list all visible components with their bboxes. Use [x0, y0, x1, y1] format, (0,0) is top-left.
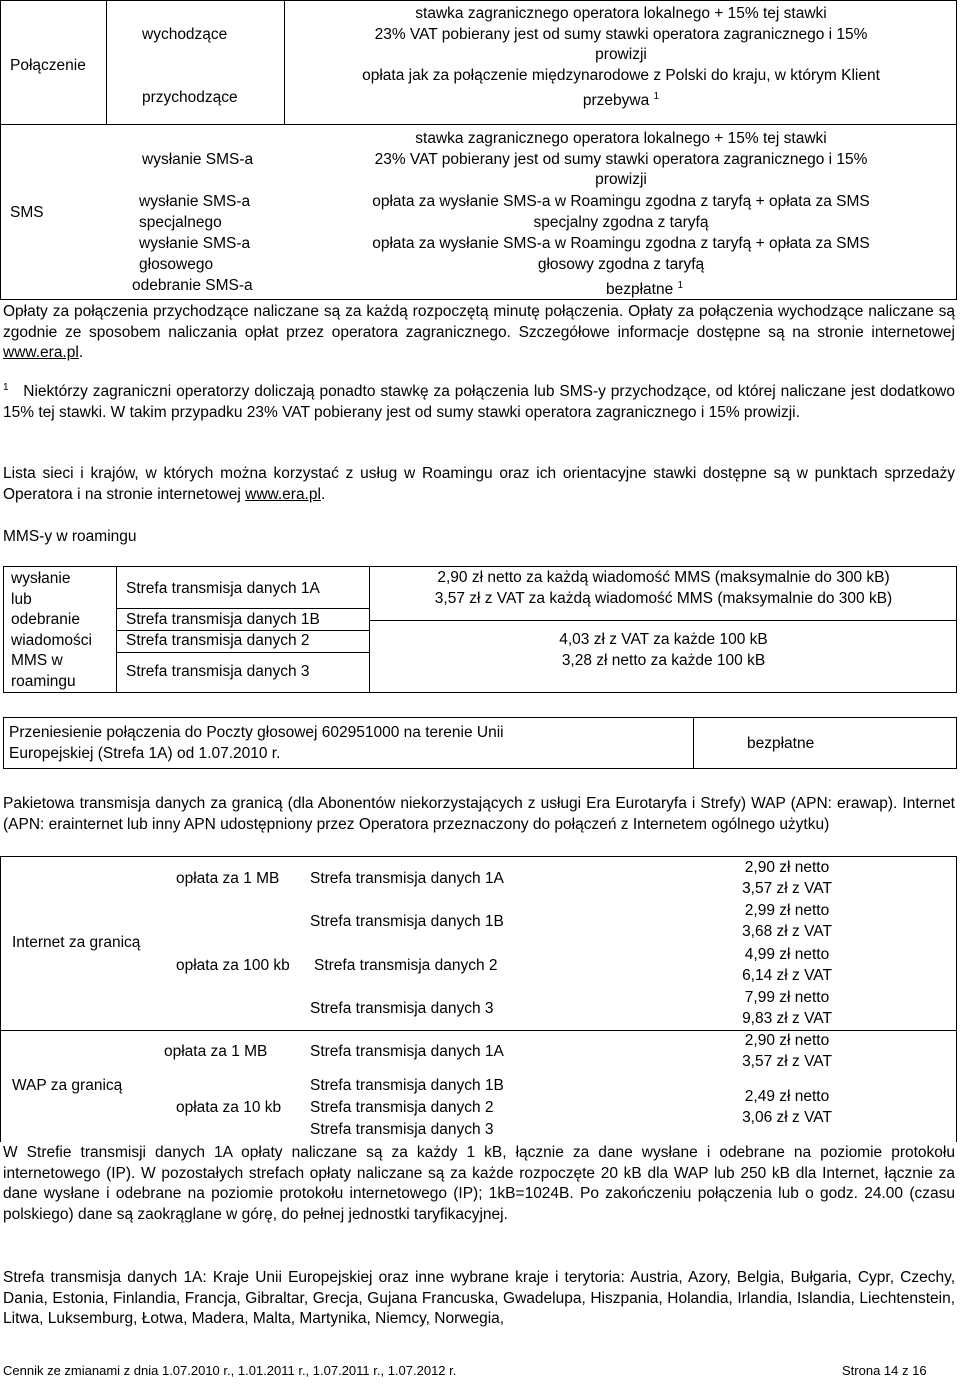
mms-zone-1a: Strefa transmisja danych 1A [126, 580, 320, 597]
desc-sms-special: opłata za wysłanie SMS-a w Roamingu zgodna z taryfą + opłata za SMS specjalny zgodna z taryfą [372, 193, 870, 231]
wap-price-1a: 2,90 zł netto 3,57 zł z VAT [742, 1032, 832, 1070]
wap-zone-1a: Strefa transmisja danych 1A [310, 1043, 504, 1060]
mms-zone-1b: Strefa transmisja danych 1B [126, 611, 320, 628]
wap-unit-10kb: opłata za 10 kb [176, 1099, 282, 1116]
desc-sms-send: stawka zagranicznego operatora lokalnego + 15% tej stawki 23% VAT pobierany jest od sumy stawki operatora zagranicznego i 15% prowizji [374, 130, 868, 188]
type-sms-voice: wysłanie SMS-a głosowego [139, 235, 251, 273]
mms-label: wysłanie lub odebranie wiadomości MMS w roamingu [11, 570, 92, 690]
voicemail-table [3, 717, 957, 769]
group-label-sms: SMS [10, 204, 44, 221]
internet-unit-100kb: opłata za 100 kb [176, 957, 290, 974]
internet-price-1a: 2,90 zł netto 3,57 zł z VAT [742, 859, 832, 897]
era-link[interactable]: www.era.pl [3, 344, 79, 361]
group-label-connection: Połączenie [10, 57, 86, 74]
paragraph-call-charges: Opłaty za połączenia przychodzące naliczane są za każdą rozpoczętą minutę połączenia. Opłaty za połączenia wychodzące naliczane są zgodnie ze sposobem naliczania opłat przez operatora zagranicznego. Szczegółowe informacje dostępne są na stronie internetowej www.era.pl. [3, 303, 955, 361]
internet-price-2: 4,99 zł netto 6,14 zł z VAT [742, 946, 832, 984]
wap-zones-other: Strefa transmisja danych 1B Strefa transmisja danych 2 Strefa transmisja danych 3 [310, 1077, 504, 1138]
mms-zone-3: Strefa transmisja danych 3 [126, 663, 310, 680]
internet-zone-1a: Strefa transmisja danych 1A [310, 870, 504, 887]
package-data-heading: Pakietowa transmisja danych za granicą (dla Abonentów niekorzystających z usługi Era Eurotaryfa i Strefy) WAP (APN: erawap). Internet (APN: erainternet lub inny APN udostępniony przez Operatora przeznaczony do połączeń z Internetem ogólnego użytku) [3, 795, 955, 833]
mms-price-other: 4,03 zł z VAT za każde 100 kB 3,28 zł netto za każde 100 kB [559, 631, 768, 669]
mms-table [0, 566, 957, 693]
type-incoming: przychodzące [142, 89, 238, 106]
wap-unit-1mb: opłata za 1 MB [164, 1043, 268, 1060]
internet-zone-3: Strefa transmisja danych 3 [310, 1000, 494, 1017]
mms-heading: MMS-y w roamingu [3, 528, 137, 545]
paragraph-zone-1a-countries: Strefa transmisja danych 1A: Kraje Unii Europejskiej oraz inne wybrane kraje i terytoria: Austria, Azory, Belgia, Bułgaria, Cypr, Czechy, Dania, Estonia, Finlandia, Francja, Gibraltar, Grecja, Gujana Francuska, Gwadelupa, Hiszpania, Holandia, Irlandia, Islandia, Liechtenstein, Litwa, Luksemburg, Łotwa, Madera, Malta, Martynika, Niemcy, Norwegia, [3, 1269, 955, 1328]
internet-abroad-label: Internet za granicą [12, 934, 141, 951]
type-outgoing: wychodzące [142, 26, 228, 43]
internet-zone-1b: Strefa transmisja danych 1B [310, 913, 504, 930]
paragraph-footnote-1: $^1$ Niektórzy zagraniczni operatorzy doliczają ponadto stawkę za połączenia lub SMS-y przychodzące, od której naliczane jest dodatkowo 15% tej stawki. W takim przypadku 23% VAT pobierany jest od sumy stawki operatora zagranicznego i 15% prowizji. [3, 382, 955, 421]
mms-zone-2: Strefa transmisja danych 2 [126, 632, 310, 649]
roaming-rates-table [0, 0, 957, 300]
wap-price-other: 2,49 zł netto 3,06 zł z VAT [742, 1088, 832, 1126]
desc-incoming: opłata jak za połączenie międzynarodowe z Polski do kraju, w którym Klient przebywa $^1$ [362, 67, 880, 109]
mms-price-1a: 2,90 zł netto za każdą wiadomość MMS (maksymalnie do 300 kB) 3,57 zł z VAT za każdą wiadomość MMS (maksymalnie do 300 kB) [434, 569, 893, 607]
footer-page-number: Strona 14 z 16 [842, 1363, 927, 1378]
internet-zone-2: Strefa transmisja danych 2 [314, 957, 498, 974]
desc-sms-receive: bezpłatne $^1$ [606, 280, 684, 299]
era-link-2[interactable]: www.era.pl [245, 485, 321, 503]
voicemail-price: bezpłatne [747, 735, 815, 752]
paragraph-network-list: Lista sieci i krajów, w których można korzystać z usług w Roamingu oraz ich orientacyjne stawki dostępne są w punktach sprzedaży Operatora i na stronie internetowej www.era.pl. [3, 465, 955, 503]
voicemail-text: Przeniesienie połączenia do Poczty głosowej 602951000 na terenie Unii Europejskiej (Strefa 1A) od 1.07.2010 r. [9, 724, 504, 762]
package-data-table [0, 856, 957, 1142]
footer-left: Cennik ze zmianami z dnia 1.07.2010 r., 1.01.2011 r., 1.07.2011 r., 1.07.2012 r. [3, 1363, 457, 1378]
type-sms-special: wysłanie SMS-a specjalnego [139, 193, 251, 231]
internet-unit-1mb: opłata za 1 MB [176, 870, 280, 887]
wap-abroad-label: WAP za granicą [12, 1077, 123, 1094]
internet-price-1b: 2,99 zł netto 3,68 zł z VAT [742, 902, 832, 940]
desc-sms-voice: opłata za wysłanie SMS-a w Roamingu zgodna z taryfą + opłata za SMS głosowy zgodna z taryfą [372, 235, 870, 273]
type-sms-send: wysłanie SMS-a [142, 151, 254, 168]
internet-price-3: 7,99 zł netto 9,83 zł z VAT [742, 989, 832, 1027]
paragraph-billing-units: W Strefie transmisji danych 1A opłaty naliczane są za każdy 1 kB, łącznie za dane wysłane i odebrane na poziomie protokołu internetowego (IP). W pozostałych strefach opłaty naliczane są za każde rozpoczęte 20 kB dla WAP lub 250 kB dla Internet, łącznie za dane wysłane i odebrane na poziomie protokołu internetowego (IP); 1kB=1024B. Po zakończeniu połączenia lub o godz. 24.00 (czasu polskiego) dane są zaokrąglane w górę, do pełnej jednostki taryfikacyjnej. [3, 1144, 955, 1223]
desc-outgoing: stawka zagranicznego operatora lokalnego + 15% tej stawki 23% VAT pobierany jest od sumy stawki operatora zagranicznego i 15% prowizji [374, 5, 868, 63]
type-sms-receive: odebranie SMS-a [132, 277, 253, 294]
